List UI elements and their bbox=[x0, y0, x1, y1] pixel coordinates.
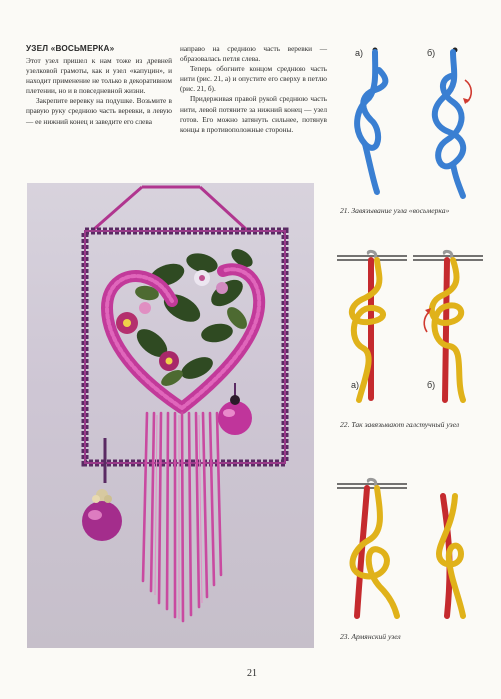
paragraph: Придерживая правой рукой среднюю часть нити, левой потяните за нижний конец — узел готов. Его можно затянуть сильнее, потянув концы в противоположные стороны. bbox=[180, 94, 327, 134]
figure-21-caption: 21. Завязывание узла «восьмерка» bbox=[340, 206, 450, 215]
fig21-label-b: б) bbox=[427, 48, 436, 58]
figure-21-knot-diagram bbox=[335, 40, 485, 200]
paragraph: Теперь обогните концом среднюю часть нити (рис. 21, а) и опустите его сверху в петлю (рис. 21, б). bbox=[180, 64, 327, 94]
figure-23-caption: 23. Армянский узел bbox=[340, 632, 401, 641]
paragraph: Закрепите веревку на подушке. Возьмите в правую руку среднюю часть веревки, в левую — ее нижний конец и заведите его слева bbox=[26, 96, 172, 126]
figure-23-knot-diagram bbox=[335, 476, 485, 626]
macrame-heart-photo bbox=[27, 183, 314, 648]
article-heading: УЗЕЛ «ВОСЬМЕРКА» bbox=[26, 44, 115, 53]
text-column-2 bbox=[180, 44, 327, 135]
macrame-heart-illustration bbox=[27, 183, 314, 648]
page-number: 21 bbox=[247, 668, 257, 679]
figure-22-knot-diagram bbox=[335, 248, 485, 418]
paragraph: Этот узел пришел к нам тоже из древней узелковой грамоты, как и узел «капуцин», и находит применение не только в декоративном плетении, но и в повседневной жизни. bbox=[26, 56, 172, 96]
text-column-1 bbox=[26, 44, 172, 127]
figure-22-caption: 22. Так завязывают галстучный узел bbox=[340, 420, 460, 429]
paragraph: направо на среднюю часть веревки — образовалась петля слева. bbox=[180, 44, 327, 64]
fig22-label-a: а) bbox=[351, 380, 360, 390]
fig21-label-a: а) bbox=[355, 48, 364, 58]
fig22-label-b: б) bbox=[427, 380, 436, 390]
